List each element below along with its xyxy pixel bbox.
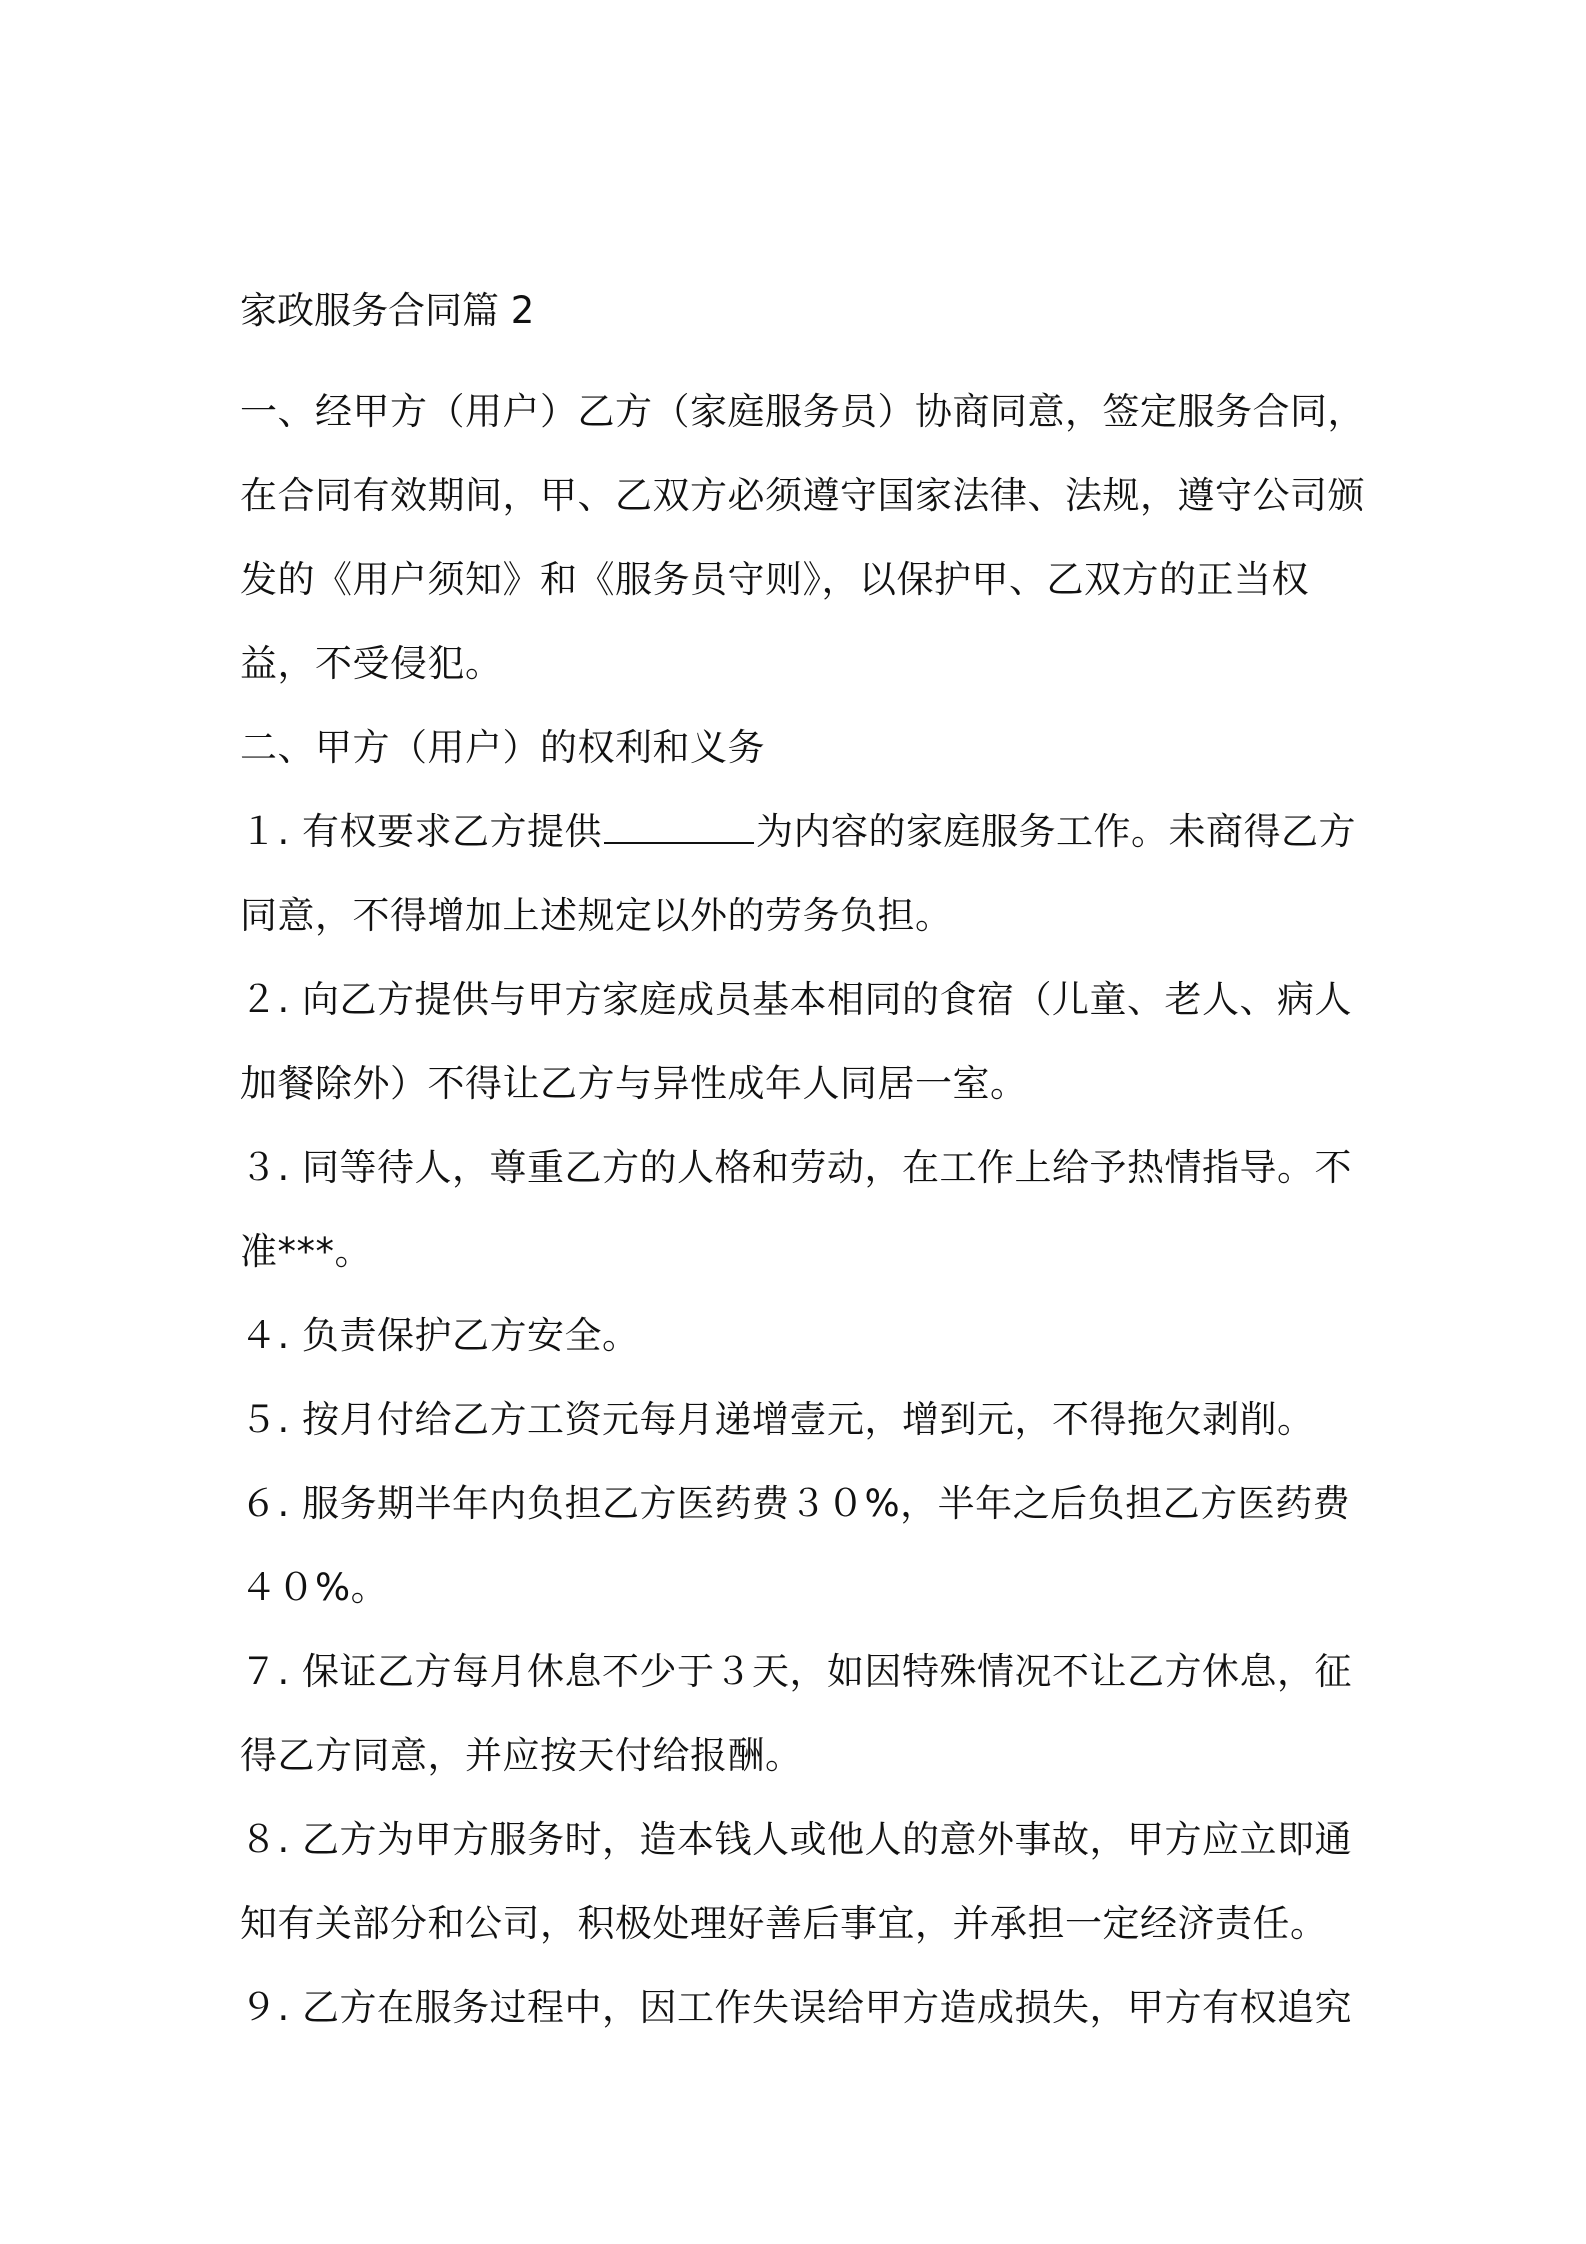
clause-6: ６. 服务期半年内负担乙方医药费３０%，半年之后负担乙方医药费４０%。 [240,1482,1351,1609]
clause-7: ７. 保证乙方每月休息不少于３天，如因特殊情况不让乙方休息，征得乙方同意，并应按天付给报酬。 [240,1650,1353,1777]
clause-1-text-after: 为内容的家庭服务工作。未商得乙方同意，不得增加上述规定以外的劳务负担。 [240,810,1357,937]
clause-3: ３. 同等待人，尊重乙方的人格和劳动，在工作上给予热情指导。不准***。 [240,1146,1353,1273]
clause-8: ８. 乙方为甲方服务时，造本钱人或他人的意外事故，甲方应立即通知有关部分和公司，积极处理好善后事宜，并承担一定经济责任。 [240,1818,1353,1945]
clause-2: ２. 向乙方提供与甲方家庭成员基本相同的食宿（儿童、老人、病人加餐除外）不得让乙方与异性成年人同居一室。 [240,978,1353,1105]
section-one-paragraph: 一、经甲方（用户）乙方（家庭服务员）协商同意，签定服务合同，在合同有效期间，甲、乙双方必须遵守国家法律、法规，遵守公司颁发的《用户须知》和《服务员守则》，以保护甲、乙双方的正当权益，不受侵犯。 [240,390,1365,685]
document-body [240,286,1370,2050]
clause-1 [240,790,1370,958]
clause-4: ４. 负责保护乙方安全。 [240,1314,640,1357]
clause-1-text-before: １. 有权要求乙方提供 [240,810,603,853]
fill-in-blank [604,806,754,844]
document-title: 家政服务合同篇 2 [240,289,535,332]
section-two-heading: 二、甲方（用户）的权利和义务 [240,726,765,769]
clause-5: ５. 按月付给乙方工资元每月递增壹元，增到元，不得拖欠剥削。 [240,1398,1315,1441]
clause-9: ９. 乙方在服务过程中，因工作失误给甲方造成损失，甲方有权追究 [240,1986,1353,2029]
